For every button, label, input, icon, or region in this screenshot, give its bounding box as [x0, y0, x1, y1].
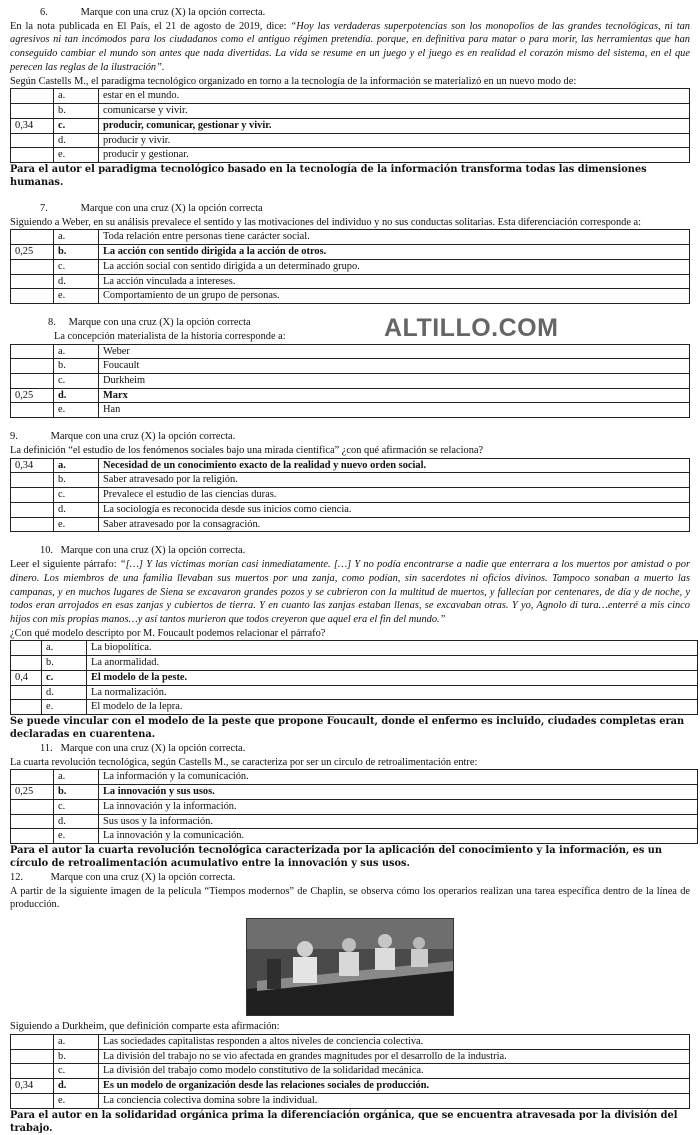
option-row[interactable] [11, 1049, 690, 1064]
option-text: comunicarse y vivir. [99, 104, 690, 119]
option-text: La acción social con sentido dirigida a un determinado grupo. [99, 259, 690, 274]
option-row-selected[interactable] [11, 388, 690, 403]
option-letter: b. [54, 473, 99, 488]
option-row[interactable] [11, 1093, 690, 1108]
question-prompt: La cuarta revolución tecnológica, según Castells M., se caracteriza por ser un circulo de retroalimentación entre: [10, 756, 478, 768]
option-row[interactable] [11, 641, 698, 656]
score-value: 0,34 [11, 118, 54, 133]
score-value: 0,4 [11, 670, 42, 685]
option-row[interactable] [11, 259, 690, 274]
question-instruction: Marque con una cruz (X) la opción correcta [68, 317, 251, 329]
score-value: 0,25 [11, 245, 54, 260]
option-letter: a. [54, 458, 99, 473]
question-8 [10, 316, 690, 418]
option-text: Han [99, 403, 690, 418]
option-text: La normalización. [87, 685, 698, 700]
option-row[interactable] [11, 700, 698, 715]
question-intro: A partir de la siguiente imagen de la película “Tiempos modernos” de Chaplin, se observa cómo los operarios realizan una tarea específica dentro de la línea de producción. [10, 885, 690, 911]
question-9 [10, 430, 690, 532]
score-value: 0,25 [11, 388, 54, 403]
option-letter: b. [42, 656, 87, 671]
option-letter: b. [54, 104, 99, 119]
option-text: La innovación y la información. [99, 799, 698, 814]
option-row[interactable] [11, 133, 690, 148]
option-text: La innovación y sus usos. [99, 785, 698, 800]
option-text: Comportamiento de un grupo de personas. [99, 289, 690, 304]
option-text: producir, comunicar, gestionar y vivir. [99, 118, 690, 133]
question-number: 10. [40, 545, 53, 557]
option-text: La acción con sentido dirigida a la acción de otros. [99, 245, 690, 260]
question-prompt: Según Castells M., el paradigma tecnológico organizado en torno a la tecnología de la información se materializó en un nuevo modo de: [10, 75, 577, 87]
option-row[interactable] [11, 289, 690, 304]
question-instruction: Marque con una cruz (X) la opción correcta [80, 202, 263, 214]
answer-explanation: Para el autor en la solidaridad orgánica prima la diferenciación orgánica, que se encuentra atravesada por la división del trabajo. [10, 1109, 678, 1134]
question-number: 12. [10, 871, 23, 883]
options-table [10, 1034, 690, 1109]
option-letter: b. [54, 1049, 99, 1064]
option-row[interactable] [11, 89, 690, 104]
option-text: Foucault [99, 359, 690, 374]
option-letter: c. [42, 670, 87, 685]
intro-text: Leer el siguiente párrafo: [10, 559, 120, 571]
question-10 [10, 544, 690, 742]
option-row[interactable] [11, 488, 690, 503]
intro-text: En la nota publicada en El País, el 21 de agosto de 2019, dice: [10, 20, 291, 32]
quote-text: “[…] Y las víctimas morían casi inmediatamente. […] Y no podía encontrarse a nadie que enterrara a los muertos por amistad o por dinero. Los miembros de una familia llevaban sus muertos por una zanja, como podían, sin sacerdotes ni oficios divinos. Tampoco sonaban a muerto las campanas, y en muchos lugares de Siena se excavaron grandes pozos y se cubrieron con la multitud de muertos, y fallecían por centenares, de día y de noche, y todos eran arrojados en esas zanjas y cubiertos de tierra. Y en cuanto las zanjas estaban llenas, se excavaban otras. Y yo, Agnolo di tura…enterré a mis cinco hijos con mis propias manos…y así tantos murieron que todos creyeron que aquel era el fin del mundo.” [10, 559, 690, 626]
score-value: 0,34 [11, 1079, 54, 1094]
question-instruction: Marque con una cruz (X) la opción correcta. [80, 7, 266, 18]
options-table [10, 769, 698, 844]
option-letter: c. [54, 259, 99, 274]
watermark: ALTILLO.COM [384, 314, 559, 342]
option-text: Las sociedades capitalistas responden a altos niveles de conciencia colectiva. [99, 1034, 690, 1049]
option-row[interactable] [11, 799, 698, 814]
option-row[interactable] [11, 814, 698, 829]
option-letter: e. [42, 700, 87, 715]
question-prompt: ¿Con qué modelo descripto por M. Foucault podemos relacionar el párrafo? [10, 627, 326, 639]
option-row[interactable] [11, 104, 690, 119]
option-text: Necesidad de un conocimiento exacto de la realidad y nuevo orden social. [99, 458, 690, 473]
option-row[interactable] [11, 374, 690, 389]
answer-explanation: Para el autor la cuarta revolución tecnológica caracterizada por la aplicación del conocimiento y la información, es un círculo de retroalimentación acumulativo entre la innovación y sus usos. [10, 845, 663, 870]
question-instruction: Marque con una cruz (X) la opción correcta. [50, 871, 236, 883]
option-row[interactable] [11, 685, 698, 700]
option-letter: e. [54, 1093, 99, 1108]
question-header [10, 871, 690, 885]
option-text: La información y la comunicación. [99, 770, 698, 785]
option-row[interactable] [11, 473, 690, 488]
question-instruction: Marque con una cruz (X) la opción correcta. [60, 743, 246, 754]
option-row[interactable] [11, 1064, 690, 1079]
option-letter: a. [42, 641, 87, 656]
option-letter: a. [54, 89, 99, 104]
option-row[interactable] [11, 403, 690, 418]
question-prompt: La definición “el estudio de los fenómenos sociales bajo una mirada científica” ¿con qué afirmación se relaciona? [10, 444, 484, 456]
modern-times-film-still [246, 918, 454, 1016]
question-6 [10, 6, 690, 190]
question-number: 6. [40, 7, 48, 18]
option-row-selected[interactable] [11, 1079, 690, 1094]
options-table [10, 344, 690, 419]
option-row[interactable] [11, 230, 690, 245]
factory-workers-photo [247, 919, 453, 1015]
score-value: 0,34 [11, 458, 54, 473]
option-text: La anormalidad. [87, 656, 698, 671]
option-row[interactable] [11, 359, 690, 374]
option-row-selected[interactable] [11, 785, 698, 800]
question-header [10, 544, 690, 558]
option-letter: a. [54, 770, 99, 785]
option-letter: c. [54, 374, 99, 389]
answer-explanation: Para el autor el paradigma tecnológico basado en la tecnología de la información transforma todas las dimensiones humanas. [10, 164, 647, 188]
option-text: Sus usos y la información. [99, 814, 698, 829]
option-row[interactable] [11, 656, 698, 671]
option-letter: e. [54, 148, 99, 163]
option-row[interactable] [11, 770, 698, 785]
option-letter: c. [54, 1064, 99, 1079]
option-text: Marx [99, 388, 690, 403]
option-text: estar en el mundo. [99, 89, 690, 104]
option-text: El modelo de la peste. [87, 670, 698, 685]
option-letter: d. [54, 274, 99, 289]
option-row-selected[interactable] [11, 458, 690, 473]
option-text: La acción vinculada a intereses. [99, 274, 690, 289]
option-text: La división del trabajo como modelo constitutivo de la solidaridad mecánica. [99, 1064, 690, 1079]
option-text: Prevalece el estudio de las ciencias duras. [99, 488, 690, 503]
question-header [10, 6, 690, 20]
option-row[interactable] [11, 1034, 690, 1049]
options-table [10, 640, 698, 715]
option-letter: c. [54, 488, 99, 503]
option-letter: e. [54, 829, 99, 844]
option-letter: d. [54, 133, 99, 148]
option-text: La conciencia colectiva domina sobre la individual. [99, 1093, 690, 1108]
question-11 [10, 742, 690, 871]
option-text: Durkheim [99, 374, 690, 389]
option-letter: d. [54, 388, 99, 403]
question-instruction: Marque con una cruz (X) la opción correcta. [60, 545, 246, 557]
option-letter: e. [54, 289, 99, 304]
option-row[interactable] [11, 829, 698, 844]
question-12 [10, 871, 690, 1135]
option-letter: d. [42, 685, 87, 700]
option-row[interactable] [11, 274, 690, 289]
option-letter: a. [54, 230, 99, 245]
question-number: 9. [10, 431, 18, 443]
quote-text: “Hoy las verdaderas superpotencias son los monopolios de las grandes tecnológicas, ni tan agresivos ni tan incómodos para los ciudadanos como el antiguo régimen pretendía. porque, en definitiva para matar o para morir, las herramientas que han conseguido cambiar el mundo son antes que nada divertidas. La vida se resume en un juego y el juego es en realidad el corazón mismo del sistema, en el que perecen las reglas de la ilustración”. [10, 20, 690, 73]
option-row[interactable] [11, 517, 690, 532]
question-header [10, 202, 690, 216]
options-table [10, 229, 690, 304]
question-number: 8. [48, 317, 56, 329]
option-text: Es un modelo de organización desde las relaciones sociales de producción. [99, 1079, 690, 1094]
question-intro [10, 20, 690, 75]
question-prompt: Siguiendo a Weber, en su análisis prevalece el sentido y las motivaciones del individuo y no sus conductas solitarias. Esta diferenciación corresponde a: [10, 216, 642, 228]
option-text: La división del trabajo no se vio afectada en grandes magnitudes por el desarrollo de la industria. [99, 1049, 690, 1064]
question-header [10, 316, 690, 330]
option-letter: a. [54, 344, 99, 359]
option-text: La innovación y la comunicación. [99, 829, 698, 844]
option-letter: d. [54, 814, 99, 829]
option-letter: c. [54, 799, 99, 814]
option-text: producir y vivir. [99, 133, 690, 148]
option-text: Saber atravesado por la religión. [99, 473, 690, 488]
option-text: La sociología es reconocida desde sus inicios como ciencia. [99, 502, 690, 517]
option-letter: a. [54, 1034, 99, 1049]
options-table [10, 458, 690, 533]
option-letter: b. [54, 359, 99, 374]
options-table [10, 88, 690, 163]
score-value: 0,25 [11, 785, 54, 800]
option-row[interactable] [11, 148, 690, 163]
option-text: El modelo de la lepra. [87, 700, 698, 715]
option-letter: e. [54, 403, 99, 418]
option-text: Saber atravesado por la consagración. [99, 517, 690, 532]
question-header [10, 742, 690, 756]
question-number: 11. [40, 743, 53, 754]
option-text: Weber [99, 344, 690, 359]
option-row-selected[interactable] [11, 670, 698, 685]
option-letter: e. [54, 517, 99, 532]
question-prompt: Siguiendo a Durkheim, que definición comparte esta afirmación: [10, 1021, 280, 1033]
answer-explanation: Se puede vincular con el modelo de la peste que propone Foucault, donde el enfermo es incluido, ciudades completas eran declaradas en cuarentena. [10, 716, 685, 741]
option-letter: d. [54, 1079, 99, 1094]
option-letter: c. [54, 118, 99, 133]
option-text: Toda relación entre personas tiene carácter social. [99, 230, 690, 245]
question-number: 7. [40, 202, 48, 214]
option-row-selected[interactable] [11, 118, 690, 133]
option-letter: d. [54, 502, 99, 517]
question-7 [10, 202, 690, 304]
question-header [10, 430, 690, 444]
option-row[interactable] [11, 502, 690, 517]
option-letter: b. [54, 785, 99, 800]
option-letter: b. [54, 245, 99, 260]
option-row-selected[interactable] [11, 245, 690, 260]
question-prompt: La concepción materialista de la historia corresponde a: [54, 330, 286, 342]
question-instruction: Marque con una cruz (X) la opción correcta. [50, 431, 236, 443]
option-text: producir y gestionar. [99, 148, 690, 163]
option-text: La biopolítica. [87, 641, 698, 656]
question-intro [10, 558, 690, 627]
option-row[interactable] [11, 344, 690, 359]
